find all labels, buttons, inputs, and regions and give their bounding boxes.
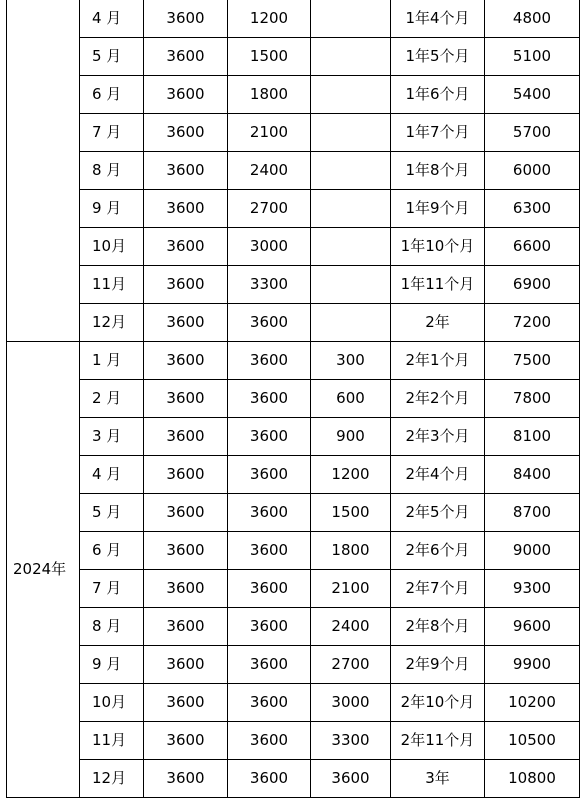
value-cell: 1800 bbox=[228, 76, 311, 114]
duration-cell: 1年11个月 bbox=[391, 266, 485, 304]
duration-cell: 2年8个月 bbox=[391, 608, 485, 646]
value-cell: 3600 bbox=[144, 76, 228, 114]
total-cell: 9900 bbox=[485, 646, 580, 684]
duration-cell: 2年 bbox=[391, 304, 485, 342]
value-cell: 3600 bbox=[228, 722, 311, 760]
month-cell: 8 月 bbox=[80, 608, 144, 646]
total-cell: 6900 bbox=[485, 266, 580, 304]
value-cell: 3600 bbox=[144, 152, 228, 190]
value-cell: 2100 bbox=[311, 570, 391, 608]
total-cell: 8100 bbox=[485, 418, 580, 456]
table-row bbox=[7, 722, 580, 760]
value-cell bbox=[311, 152, 391, 190]
value-cell: 1800 bbox=[311, 532, 391, 570]
value-cell: 3600 bbox=[144, 570, 228, 608]
total-cell: 8400 bbox=[485, 456, 580, 494]
value-cell: 2400 bbox=[228, 152, 311, 190]
total-cell: 5100 bbox=[485, 38, 580, 76]
duration-cell: 2年6个月 bbox=[391, 532, 485, 570]
duration-cell: 1年5个月 bbox=[391, 38, 485, 76]
month-cell: 4 月 bbox=[80, 0, 144, 38]
month-cell: 4 月 bbox=[80, 456, 144, 494]
month-cell: 1 月 bbox=[80, 342, 144, 380]
value-cell: 3600 bbox=[144, 228, 228, 266]
duration-cell: 1年8个月 bbox=[391, 152, 485, 190]
value-cell: 3600 bbox=[311, 760, 391, 798]
total-cell: 5700 bbox=[485, 114, 580, 152]
value-cell bbox=[311, 114, 391, 152]
table-row bbox=[7, 0, 580, 38]
month-cell: 8 月 bbox=[80, 152, 144, 190]
month-cell: 12月 bbox=[80, 304, 144, 342]
month-cell: 9 月 bbox=[80, 646, 144, 684]
value-cell bbox=[311, 266, 391, 304]
value-cell: 3600 bbox=[228, 570, 311, 608]
value-cell: 3600 bbox=[144, 494, 228, 532]
value-cell: 1500 bbox=[311, 494, 391, 532]
value-cell: 2100 bbox=[228, 114, 311, 152]
value-cell: 3600 bbox=[228, 760, 311, 798]
value-cell: 3600 bbox=[144, 532, 228, 570]
value-cell: 2700 bbox=[228, 190, 311, 228]
duration-cell: 1年9个月 bbox=[391, 190, 485, 228]
total-cell: 9600 bbox=[485, 608, 580, 646]
value-cell: 3000 bbox=[228, 228, 311, 266]
total-cell: 10800 bbox=[485, 760, 580, 798]
table-row bbox=[7, 190, 580, 228]
table-row bbox=[7, 114, 580, 152]
total-cell: 5400 bbox=[485, 76, 580, 114]
value-cell: 3600 bbox=[228, 418, 311, 456]
month-cell: 12月 bbox=[80, 760, 144, 798]
table-row bbox=[7, 266, 580, 304]
value-cell: 3600 bbox=[228, 532, 311, 570]
total-cell: 6300 bbox=[485, 190, 580, 228]
value-cell bbox=[311, 304, 391, 342]
month-cell: 9 月 bbox=[80, 190, 144, 228]
duration-cell: 2年4个月 bbox=[391, 456, 485, 494]
value-cell: 3600 bbox=[144, 114, 228, 152]
value-cell: 3000 bbox=[311, 684, 391, 722]
month-cell: 5 月 bbox=[80, 38, 144, 76]
month-cell: 6 月 bbox=[80, 532, 144, 570]
value-cell: 3600 bbox=[144, 608, 228, 646]
value-cell: 3600 bbox=[228, 342, 311, 380]
table-row bbox=[7, 304, 580, 342]
total-cell: 7800 bbox=[485, 380, 580, 418]
value-cell: 1200 bbox=[228, 0, 311, 38]
table-row bbox=[7, 646, 580, 684]
total-cell: 9300 bbox=[485, 570, 580, 608]
table-body bbox=[7, 0, 580, 798]
table-row bbox=[7, 684, 580, 722]
total-cell: 6600 bbox=[485, 228, 580, 266]
duration-cell: 3年 bbox=[391, 760, 485, 798]
data-table bbox=[6, 0, 580, 798]
value-cell: 3300 bbox=[311, 722, 391, 760]
total-cell: 6000 bbox=[485, 152, 580, 190]
month-cell: 2 月 bbox=[80, 380, 144, 418]
month-cell: 7 月 bbox=[80, 570, 144, 608]
value-cell: 3600 bbox=[228, 494, 311, 532]
value-cell: 3600 bbox=[228, 380, 311, 418]
value-cell: 2700 bbox=[311, 646, 391, 684]
value-cell: 3600 bbox=[228, 304, 311, 342]
month-cell: 10月 bbox=[80, 228, 144, 266]
value-cell: 300 bbox=[311, 342, 391, 380]
value-cell: 600 bbox=[311, 380, 391, 418]
table-row bbox=[7, 760, 580, 798]
total-cell: 4800 bbox=[485, 0, 580, 38]
month-cell: 11月 bbox=[80, 266, 144, 304]
value-cell: 3600 bbox=[144, 266, 228, 304]
value-cell: 3600 bbox=[228, 608, 311, 646]
total-cell: 10500 bbox=[485, 722, 580, 760]
table-row bbox=[7, 494, 580, 532]
month-cell: 11月 bbox=[80, 722, 144, 760]
value-cell bbox=[311, 0, 391, 38]
value-cell: 3600 bbox=[144, 304, 228, 342]
value-cell: 3600 bbox=[144, 684, 228, 722]
value-cell: 3300 bbox=[228, 266, 311, 304]
month-cell: 7 月 bbox=[80, 114, 144, 152]
value-cell bbox=[311, 190, 391, 228]
table-row bbox=[7, 532, 580, 570]
value-cell: 3600 bbox=[144, 342, 228, 380]
total-cell: 7200 bbox=[485, 304, 580, 342]
value-cell: 3600 bbox=[144, 646, 228, 684]
table-row bbox=[7, 76, 580, 114]
value-cell: 3600 bbox=[144, 0, 228, 38]
table-row bbox=[7, 152, 580, 190]
value-cell: 3600 bbox=[144, 722, 228, 760]
value-cell: 3600 bbox=[144, 38, 228, 76]
table-row bbox=[7, 456, 580, 494]
month-cell: 5 月 bbox=[80, 494, 144, 532]
duration-cell: 1年6个月 bbox=[391, 76, 485, 114]
value-cell: 1200 bbox=[311, 456, 391, 494]
duration-cell: 1年10个月 bbox=[391, 228, 485, 266]
table-row bbox=[7, 342, 580, 380]
duration-cell: 1年7个月 bbox=[391, 114, 485, 152]
duration-cell: 1年4个月 bbox=[391, 0, 485, 38]
value-cell: 3600 bbox=[228, 456, 311, 494]
value-cell: 3600 bbox=[228, 684, 311, 722]
table-row bbox=[7, 38, 580, 76]
duration-cell: 2年2个月 bbox=[391, 380, 485, 418]
value-cell: 3600 bbox=[144, 380, 228, 418]
table-row bbox=[7, 228, 580, 266]
value-cell: 3600 bbox=[144, 190, 228, 228]
table-row bbox=[7, 608, 580, 646]
value-cell: 3600 bbox=[228, 646, 311, 684]
table-row bbox=[7, 418, 580, 456]
value-cell: 3600 bbox=[144, 456, 228, 494]
value-cell: 3600 bbox=[144, 418, 228, 456]
duration-cell: 2年11个月 bbox=[391, 722, 485, 760]
value-cell bbox=[311, 76, 391, 114]
duration-cell: 2年5个月 bbox=[391, 494, 485, 532]
year-cell bbox=[7, 0, 80, 342]
year-cell: 2024年 bbox=[7, 342, 80, 798]
duration-cell: 2年7个月 bbox=[391, 570, 485, 608]
value-cell: 2400 bbox=[311, 608, 391, 646]
value-cell: 3600 bbox=[144, 760, 228, 798]
duration-cell: 2年3个月 bbox=[391, 418, 485, 456]
table-row bbox=[7, 570, 580, 608]
month-cell: 10月 bbox=[80, 684, 144, 722]
duration-cell: 2年1个月 bbox=[391, 342, 485, 380]
duration-cell: 2年10个月 bbox=[391, 684, 485, 722]
total-cell: 10200 bbox=[485, 684, 580, 722]
value-cell bbox=[311, 38, 391, 76]
month-cell: 6 月 bbox=[80, 76, 144, 114]
duration-cell: 2年9个月 bbox=[391, 646, 485, 684]
value-cell: 1500 bbox=[228, 38, 311, 76]
month-cell: 3 月 bbox=[80, 418, 144, 456]
total-cell: 9000 bbox=[485, 532, 580, 570]
table-row bbox=[7, 380, 580, 418]
total-cell: 8700 bbox=[485, 494, 580, 532]
value-cell: 900 bbox=[311, 418, 391, 456]
total-cell: 7500 bbox=[485, 342, 580, 380]
value-cell bbox=[311, 228, 391, 266]
